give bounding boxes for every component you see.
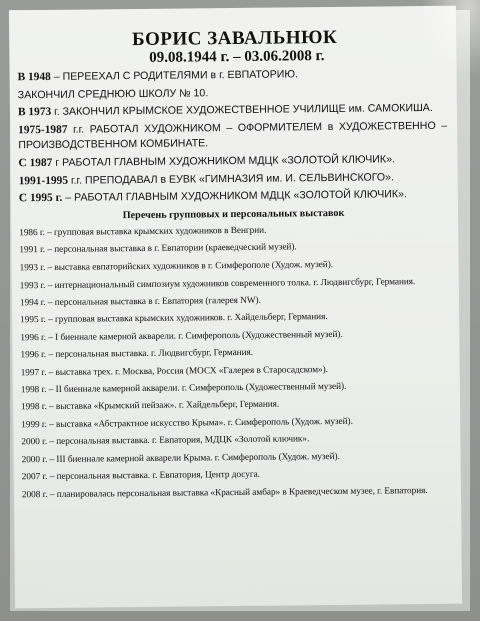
exhibition-item: 1996 г. – I биеннале камерной акварели. г. Симферополь (Художественный музей).	[20, 329, 343, 344]
bio-line	[18, 101, 447, 121]
exhibition-item: 1993 г. – интернациональный симпозиум художников современного толка. г. Людвигсбург, Германия.	[19, 277, 416, 292]
exhibition-item: 2008 г. – планировалась персональная выставка «Красный амбар» в Краеведческом музее, г. Евпатория.	[21, 486, 428, 501]
bio-text: г РАБОТАЛ ГЛАВНЫМ ХУДОЖНИКОМ МДЦК «ЗОЛОТОЙ КЛЮЧИК».	[52, 153, 395, 169]
life-dates: 09.08.1944 г. – 03.06.2008 г.	[149, 48, 325, 66]
exhibition-item: 1986 г. – групповая выставка крымских художников в Венгрии.	[19, 225, 267, 239]
biography	[18, 66, 448, 207]
exhibitions-list	[19, 221, 451, 505]
exhibition-item: 1995 г. – групповая выставка крымских художников. г. Хайдельберг, Германия.	[20, 312, 328, 326]
bio-text: ЗАКОНЧИЛ СРЕДНЮЮ ШКОЛУ № 10.	[17, 86, 209, 101]
exhibition-item: 1991 г. – персональная выставка в г. Евпатории (краеведческий музей).	[19, 242, 297, 256]
bio-text: г. ЗАКОНЧИЛ КРЫМСКОЕ ХУДОЖЕСТВЕННОЕ УЧИЛИЩЕ им. САМОКИША.	[51, 102, 433, 119]
memorial-sheet	[9, 6, 462, 609]
bio-year: В 1973	[17, 106, 52, 119]
exhibition-item: 1998 г. – выставка «Крымский пейзаж». г. Хайдельберг, Германия.	[20, 399, 280, 413]
exhibition-item: 2000 г. – персональная выставка. г. Евпатория, МДЦК «Золотой ключик».	[21, 434, 310, 448]
exhibition-item: 1994 г. – персональная выставка в г. Евпатория (галерея NW).	[19, 295, 261, 309]
bio-line	[18, 119, 447, 155]
bio-year: 1991-1995	[18, 174, 69, 187]
bio-year: С 1995 г.	[18, 191, 63, 205]
bio-text: г.г. РАБОТАЛ ХУДОЖНИКОМ – ОФОРМИТЕЛЕМ в ХУДОЖЕСТВЕННО – ПРОИЗВОДСТВЕННОМ КОМБИНАТЕ.	[18, 119, 448, 152]
bio-line	[18, 66, 447, 86]
exhibition-item: 1997 г. – выставка трех. г. Москва, Россия (МОСХ «Галерея в Старосадском»).	[20, 364, 328, 378]
sheet-content	[9, 6, 461, 505]
bio-text: – РАБОТАЛ ГЛАВНЫМ ХУДОЖНИКОМ МДЦК «ЗОЛОТОЙ КЛЮЧИК».	[62, 188, 407, 204]
document-title: БОРИС ЗАВАЛЬНЮК	[131, 26, 338, 51]
exhibition-item: 1996 г. – персональная выставка. г. Людвигсбург, Германия.	[20, 348, 254, 361]
bio-year: В 1948	[17, 70, 51, 84]
bio-year: С 1987	[18, 156, 53, 170]
bio-text: г.г. ПРЕПОДАВАЛ в ЕУВК «ГИМНАЗИЯ им. И. СЕЛЬВИНСКОГО».	[67, 170, 395, 187]
bio-line	[19, 187, 448, 207]
bio-year: 1975-1987	[18, 123, 68, 137]
exhibition-item: 2000 г. – III биеннале камерной акварели Крыма. г. Симферополь (Худож. музей).	[21, 451, 340, 465]
bio-line	[19, 169, 448, 189]
exhibition-item: 2007 г. – персональная выставка. г. Евпатория, Центр досуга.	[21, 469, 260, 483]
light-glare	[420, 0, 480, 80]
exhibition-item: 1993 г. – выставка евпаторийских художников в г. Симферополе (Худож. музей).	[19, 259, 334, 273]
bio-line	[18, 83, 447, 103]
exhibition-item: 1998 г. – II биеннале камерной акварели. г. Симферополь (Художественный музей).	[20, 381, 347, 396]
exhibition-item: 1999 г. – выставка «Абстрактное искусство Крыма». г. Симферополь (Худож. музей).	[21, 416, 353, 431]
bio-line	[18, 152, 447, 172]
exhibitions-heading: Перечень групповых и персональных выставок	[122, 207, 345, 221]
bio-text: – ПЕРЕЕХАЛ С РОДИТЕЛЯМИ в г. ЕВПАТОРИЮ.	[50, 68, 299, 83]
